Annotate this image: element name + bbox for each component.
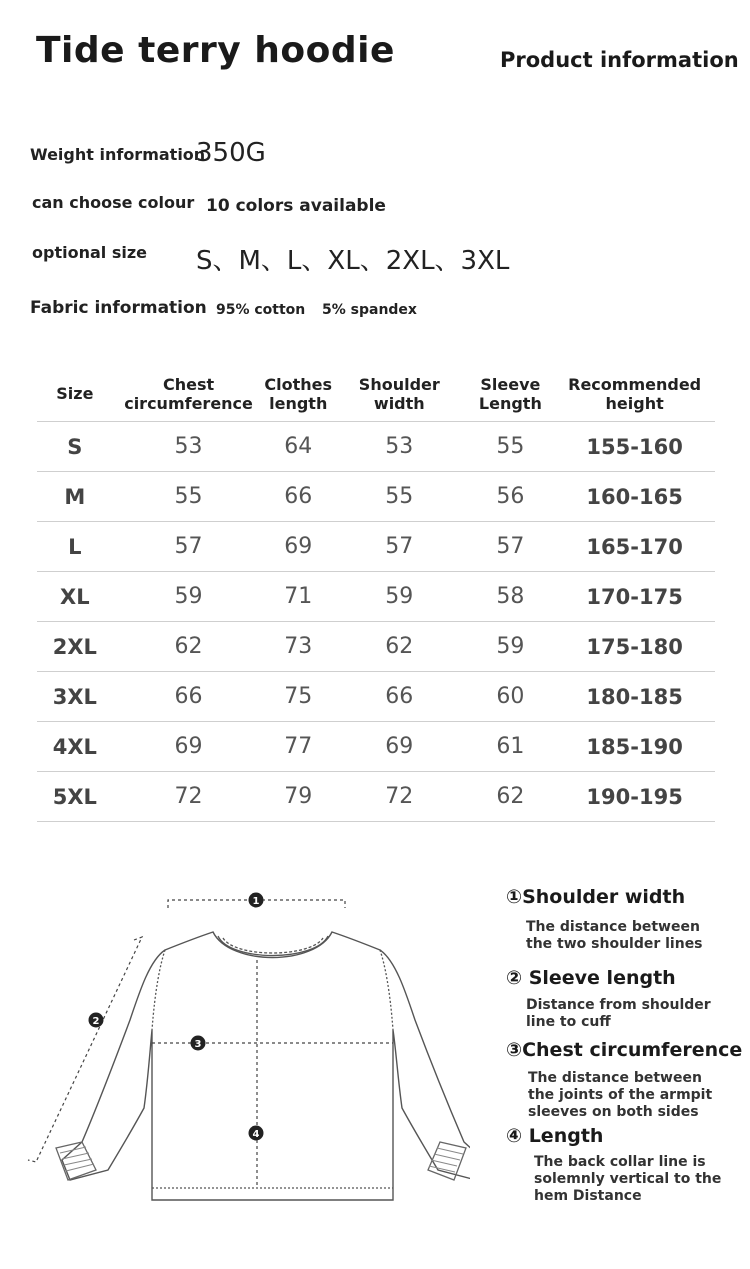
table-row <box>37 722 715 772</box>
cell-size: 2XL <box>37 622 113 672</box>
measure-desc-length: The back collar line is solemnly vertical to the hem Distance <box>534 1154 722 1204</box>
cell-clothes-length: 77 <box>264 722 332 772</box>
table-row <box>37 622 715 672</box>
page-title: Tide terry hoodie <box>36 30 395 71</box>
measure-title-length: ④ Length <box>506 1125 604 1147</box>
cell-sleeve: 56 <box>467 472 555 522</box>
measure-title-sleeve: ② Sleeve length <box>506 967 676 989</box>
cell-chest: 62 <box>113 622 265 672</box>
cell-sleeve: 62 <box>467 772 555 822</box>
cell-shoulder: 72 <box>332 772 466 822</box>
cell-sleeve: 59 <box>467 622 555 672</box>
measure-desc-sleeve: Distance from shoulder line to cuff <box>526 997 711 1030</box>
measure-desc-shoulder: The distance between the two shoulder lines <box>526 919 703 952</box>
cell-chest: 55 <box>113 472 265 522</box>
cell-clothes-length: 69 <box>264 522 332 572</box>
marker-1-label: 1 <box>252 896 260 907</box>
measure-title-shoulder: ①Shoulder width <box>506 886 686 908</box>
cell-shoulder: 69 <box>332 722 466 772</box>
cell-recommended-height: 175-180 <box>554 622 715 672</box>
colour-label: can choose colour <box>32 193 195 212</box>
cell-clothes-length: 64 <box>264 422 332 472</box>
measure-desc-chest: The distance between the joints of the armpit sleeves on both sides <box>528 1070 713 1120</box>
weight-value: 350G <box>196 138 266 168</box>
cell-size: 4XL <box>37 722 113 772</box>
cell-shoulder: 53 <box>332 422 466 472</box>
cell-sleeve: 61 <box>467 722 555 772</box>
fabric-cotton: 95% cotton <box>216 302 306 318</box>
cell-clothes-length: 66 <box>264 472 332 522</box>
cell-chest: 53 <box>113 422 265 472</box>
header-chest: Chest circumference <box>124 374 253 413</box>
cell-recommended-height: 160-165 <box>554 472 715 522</box>
cell-size: 5XL <box>37 772 113 822</box>
header-sleeve: Sleeve Length <box>478 374 542 413</box>
cell-recommended-height: 185-190 <box>554 722 715 772</box>
cell-recommended-height: 165-170 <box>554 522 715 572</box>
size-table-header <box>37 366 715 422</box>
size-value: S、M、L、XL、2XL、3XL <box>196 246 510 276</box>
cell-shoulder: 59 <box>332 572 466 622</box>
size-table-body <box>37 422 715 822</box>
cell-recommended-height: 170-175 <box>554 572 715 622</box>
colour-value: 10 colors available <box>206 196 386 216</box>
table-row <box>37 472 715 522</box>
cell-recommended-height: 155-160 <box>554 422 715 472</box>
cell-clothes-length: 75 <box>264 672 332 722</box>
measure-title-chest: ③Chest circumference <box>506 1039 743 1061</box>
section-title-product-info: Product information <box>500 48 739 72</box>
cell-sleeve: 60 <box>467 672 555 722</box>
cell-shoulder: 66 <box>332 672 466 722</box>
cell-chest: 69 <box>113 722 265 772</box>
table-row <box>37 672 715 722</box>
cell-chest: 66 <box>113 672 265 722</box>
cell-recommended-height: 180-185 <box>554 672 715 722</box>
table-row <box>37 422 715 472</box>
cell-chest: 72 <box>113 772 265 822</box>
cell-shoulder: 57 <box>332 522 466 572</box>
marker-3-label: 3 <box>194 1039 202 1050</box>
fabric-spandex: 5% spandex <box>322 302 417 318</box>
cell-chest: 59 <box>113 572 265 622</box>
marker-4-label: 4 <box>252 1129 260 1140</box>
weight-label: Weight information <box>30 145 206 164</box>
cell-recommended-height: 190-195 <box>554 772 715 822</box>
cell-sleeve: 57 <box>467 522 555 572</box>
cell-clothes-length: 79 <box>264 772 332 822</box>
cell-shoulder: 55 <box>332 472 466 522</box>
cell-shoulder: 62 <box>332 622 466 672</box>
cell-sleeve: 58 <box>467 572 555 622</box>
header-size: Size <box>56 384 94 403</box>
cell-sleeve: 55 <box>467 422 555 472</box>
cell-size: 3XL <box>37 672 113 722</box>
cell-size: M <box>37 472 113 522</box>
fabric-label: Fabric information <box>30 298 207 318</box>
size-table <box>37 366 715 822</box>
cell-size: L <box>37 522 113 572</box>
header-shoulder: Shoulder width <box>358 374 440 413</box>
cell-size: XL <box>37 572 113 622</box>
hoodie-diagram <box>20 880 470 1210</box>
cell-size: S <box>37 422 113 472</box>
header-recommended-height: Recommended height <box>568 374 702 413</box>
cell-chest: 57 <box>113 522 265 572</box>
marker-2-label: 2 <box>92 1016 100 1027</box>
table-row <box>37 772 715 822</box>
table-row <box>37 522 715 572</box>
size-label: optional size <box>32 243 147 262</box>
header-clothes-length: Clothes length <box>264 374 333 413</box>
cell-clothes-length: 71 <box>264 572 332 622</box>
cell-clothes-length: 73 <box>264 622 332 672</box>
table-row <box>37 572 715 622</box>
